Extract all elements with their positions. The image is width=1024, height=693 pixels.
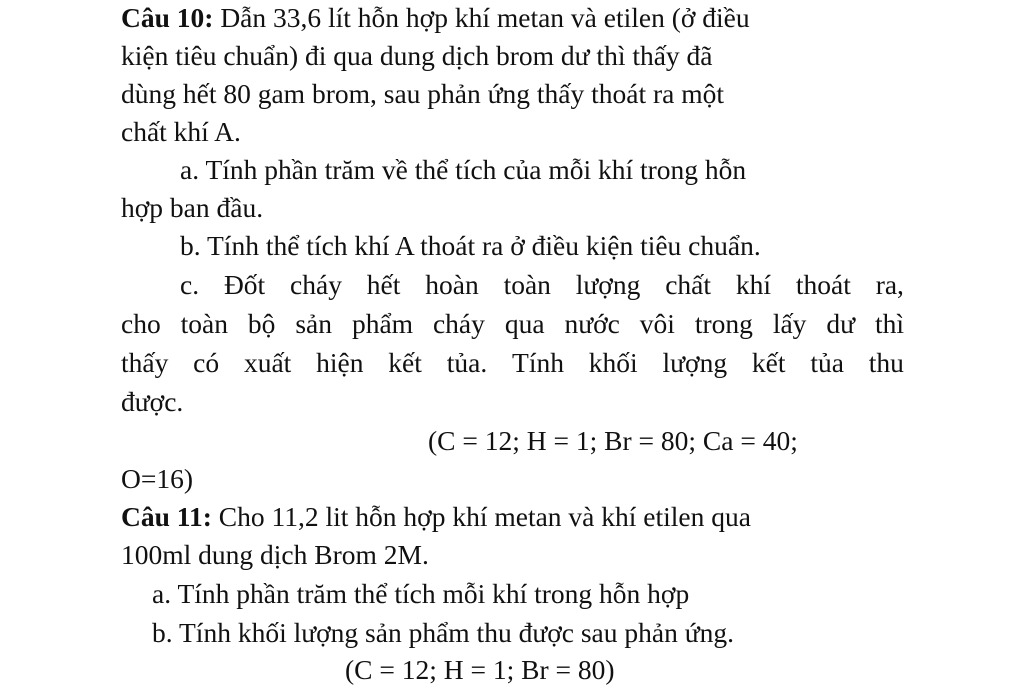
- word: cho: [121, 308, 161, 339]
- word: Đốt: [223, 269, 266, 300]
- q10-part-c-line-3: [121, 349, 904, 377]
- q10-label: Câu 10:: [121, 2, 214, 33]
- word: phẩm: [351, 308, 414, 339]
- q10-part-a-line-1: a. Tính phần trăm về thể tích của mỗi khí trong hỗn: [180, 154, 747, 185]
- word: ra,: [875, 269, 904, 300]
- q10-line-4: chất khí A.: [121, 116, 241, 147]
- word: có: [193, 347, 220, 378]
- word: thoát: [795, 269, 851, 300]
- word: trong: [694, 308, 753, 339]
- word: tủa.: [446, 347, 488, 378]
- word: kết: [388, 347, 422, 378]
- q11-part-b: b. Tính khối lượng sản phẩm thu được sau phản ứng.: [152, 617, 734, 648]
- word: hoàn: [425, 269, 479, 300]
- q10-part-b: b. Tính thể tích khí A thoát ra ở điều kiện tiêu chuẩn.: [180, 230, 761, 261]
- q11-line-1: [121, 503, 751, 531]
- word: tủa: [810, 347, 844, 378]
- word: thì: [874, 308, 904, 339]
- q10-part-c-line-1: [180, 271, 904, 299]
- q10-text-1: Dẫn 33,6 lít hỗn hợp khí metan và etilen (ở điều: [213, 2, 750, 33]
- q11-label: Câu 11:: [121, 501, 212, 532]
- word: thấy: [121, 347, 169, 378]
- word: chất: [665, 269, 712, 300]
- q11-line-2: 100ml dung dịch Brom 2M.: [121, 539, 429, 570]
- word: bộ: [247, 308, 276, 339]
- word: lượng: [575, 269, 641, 300]
- word: toàn: [180, 308, 228, 339]
- q10-atomic-masses-line-1: (C = 12; H = 1; Br = 80; Ca = 40;: [428, 425, 798, 456]
- word: kết: [751, 347, 786, 378]
- word: toàn: [503, 269, 551, 300]
- word: khối: [588, 347, 638, 378]
- word: hết: [366, 269, 401, 300]
- word: c.: [180, 269, 200, 300]
- q10-atomic-masses-line-2: O=16): [121, 463, 194, 494]
- word: sản: [295, 308, 333, 339]
- q10-part-a-line-2: hợp ban đầu.: [121, 192, 264, 223]
- q10-part-c-line-4: được.: [121, 386, 184, 417]
- word: hiện: [316, 347, 364, 378]
- word: lượng: [662, 347, 728, 378]
- word: vôi: [639, 308, 675, 339]
- word: qua: [504, 308, 545, 339]
- word: nước: [564, 308, 620, 339]
- q11-atomic-masses: (C = 12; H = 1; Br = 80): [345, 654, 615, 685]
- q11-part-a: a. Tính phần trăm thể tích mỗi khí trong hỗn hợp: [152, 578, 690, 609]
- q11-text-1: Cho 11,2 lit hỗn hợp khí metan và khí etilen qua: [211, 501, 751, 532]
- q10-line-2: kiện tiêu chuẩn) đi qua dung dịch brom dư thì thấy đã: [121, 40, 713, 71]
- q10-part-c-line-2: [121, 310, 904, 338]
- word: khí: [735, 269, 771, 300]
- word: dư: [826, 308, 856, 339]
- word: cháy: [432, 308, 485, 339]
- q10-line-1: [121, 4, 750, 32]
- word: thu: [868, 347, 904, 378]
- word: xuất: [243, 347, 292, 378]
- word: Tính: [512, 347, 564, 378]
- q10-line-3: dùng hết 80 gam brom, sau phản ứng thấy thoát ra một: [121, 78, 724, 109]
- word: lấy: [772, 308, 807, 339]
- word: cháy: [290, 269, 342, 300]
